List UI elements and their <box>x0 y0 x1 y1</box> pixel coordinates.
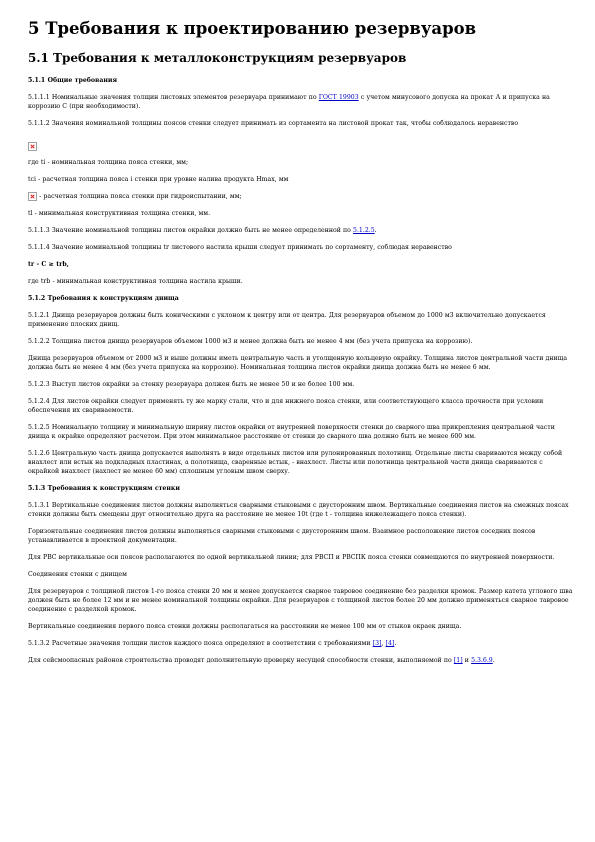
paragraph-text: и <box>462 657 472 664</box>
reference-link-3[interactable]: [3] <box>372 640 382 647</box>
section-link-5-3-6-9[interactable]: 5.3.6.9 <box>471 657 493 664</box>
broken-image-icon <box>28 192 37 201</box>
paragraph-5-1-2-6: 5.1.2.6 Центральную часть днища допускается выполнять в виде отдельных листов или рулонированных полотнищ. Отдельные листы свариваются между собой внахлест или встык на подкладных пластинах, а полотнища, сваренные встык, - внахлест. Листы или полотнища центральной части днища свариваются с окрайкой внахлест (нахлест не менее 60 мм) сплошным угловым швом сверху. <box>28 450 563 475</box>
paragraph-5-1-2-5: 5.1.2.5 Номинальную толщину и минимальную ширину листов окрайки от внутренней поверхности стенки до сварного шва прикрепления центральной части днища к окрайке определяют расчетом. При этом минимальное расстояние от стенки до сварного шва должно быть не менее 600 мм. <box>28 424 555 440</box>
paragraph-5-1-1-4: 5.1.1.4 Значение номинальной толщины tr листового настила крыши следует принимать по сортаменту, соблюдая неравенство <box>28 244 452 251</box>
paragraph-trb: где trb - минимальная конструктивная толщина настила крыши. <box>28 278 243 285</box>
paragraph-text: - расчетная толщина пояса стенки при гидроиспытании, мм; <box>39 193 242 200</box>
broken-image-icon <box>28 142 37 151</box>
paragraph-tgi <box>28 192 573 201</box>
section-subtitle: 5.1 Требования к металлоконструкциям резервуаров <box>28 51 407 65</box>
paragraph-5-1-1-1 <box>28 93 573 111</box>
paragraph-5-1-1-3 <box>28 226 573 235</box>
paragraph-text: 5.1.1.1 Номинальные значения толщин листовых элементов резервуара принимают по <box>28 94 319 101</box>
paragraph-text: , <box>381 640 386 647</box>
paragraph-seismic <box>28 656 573 665</box>
paragraph-connections-heading: Соединения стенки с днищем <box>28 571 127 578</box>
paragraph-5-1-2-3: 5.1.2.3 Выступ листов окрайки за стенку резервуара должен быть не менее 50 и не более 100 мм. <box>28 381 355 388</box>
formula-image <box>28 136 575 146</box>
section-link-5-1-2-5[interactable]: 5.1.2.5 <box>353 227 375 234</box>
paragraph-text: . <box>394 640 397 647</box>
paragraph-text: 5.1.1.3 Значение номинальной толщины листов окрайки должно быть не менее определенной по <box>28 227 354 234</box>
reference-link-1[interactable]: [1] <box>453 657 463 664</box>
paragraph-tl: tl - минимальная конструктивная толщина стенки, мм. <box>28 210 211 217</box>
paragraph-ti: где ti - номинальная толщина пояса стенки, мм; <box>28 159 189 166</box>
heading-5-1-3: 5.1.3 Требования к конструкциям стенки <box>28 485 180 492</box>
paragraph-5-1-3-1b: Горизонтальные соединения листов должны выполняться сварными стыковыми с двусторонним швом. Взаимное расположение листов соседних поясов устанавливается в проектной документации. <box>28 528 536 544</box>
paragraph-5-1-2-2: 5.1.2.2 Толщина листов днища резервуаров объемом 1000 м3 и менее должна быть не менее 4 мм (без учета припуска на коррозию). <box>28 338 473 345</box>
paragraph-tci: tci - расчетная толщина пояса i стенки при уровне налива продукта Hmax, мм <box>28 176 289 183</box>
paragraph-connections-2: Вертикальные соединения первого пояса стенки должны располагаться на расстоянии не менее 100 мм от стыков окраек днища. <box>28 623 462 630</box>
reference-link-4[interactable]: [4] <box>385 640 395 647</box>
paragraph-5-1-2-2b: Днища резервуаров объемом от 2000 м3 и выше должны иметь центральную часть и утолщенную кольцевую окрайку. Толщина листов центральной части днища должна быть не менее 4 мм (без учета припуска на коррозию). Номинальная толщина листов окрайки днища должна быть не менее 6 мм. <box>28 355 568 371</box>
paragraph-5-1-2-4: 5.1.2.4 Для листов окрайки следует применять ту же марку стали, что и для нижнего пояса стенки, или соответствующего класса прочности при условии обеспечения их свариваемости. <box>28 398 544 414</box>
paragraph-5-1-3-1c: Для РВС вертикальные оси поясов располагаются по одной вертикальной линии; для РВСП и РВСПК пояса стенки совмещаются по внутренней поверхности. <box>28 554 555 561</box>
paragraph-5-1-3-1: 5.1.3.1 Вертикальные соединения листов должны выполняться сварными стыковыми с двусторонним швом. Вертикальные соединения листов на смежных поясах стенки должны быть смещены друг относительно друга на расстояние не менее 10t (где t - толщина нижележащего пояса стенки). <box>28 502 569 518</box>
paragraph-text: Для сейсмоопасных районов строительства проводят дополнительную проверку несущей способности стенки, выполняемой по <box>28 657 454 664</box>
paragraph-5-1-3-2 <box>28 639 573 648</box>
gost-link[interactable]: ГОСТ 19903 <box>318 94 359 101</box>
paragraph-text: . <box>492 657 495 664</box>
paragraph-text: . <box>374 227 377 234</box>
heading-5-1-2: 5.1.2 Требования к конструкциям днища <box>28 295 179 302</box>
formula-tr: tr - C ≥ trb, <box>28 261 69 268</box>
paragraph-5-1-1-2: 5.1.1.2 Значения номинальной толщины поясов стенки следует принимать из сортамента на листовой прокат так, чтобы соблюдалось неравенство <box>28 120 519 127</box>
paragraph-5-1-2-1: 5.1.2.1 Днища резервуаров должны быть коническими с уклоном к центру или от центра. Для резервуаров объемом до 1000 м3 включительно допускается применение плоских днищ. <box>28 312 546 328</box>
paragraph-connections-1: Для резервуаров с толщиной листов 1-го пояса стенки 20 мм и менее допускается сварное тавровое соединение без разделки кромок. Размер катета углового шва должен быть не более 12 мм и не менее номинальной толщины окрайки. Для резервуаров с толщиной листов более 20 мм должно применяться сварное тавровое соединение с разделкой кромок. <box>28 588 573 613</box>
paragraph-text: 5.1.3.2 Расчетные значения толщин листов каждого пояса определяют в соответствии с требованиями <box>28 640 373 647</box>
page-title: 5 Требования к проектированию резервуаров <box>28 19 477 38</box>
paragraph-text: с учетом минусового допуска на прокат А и припуска на коррозию С (при необходимости). <box>28 94 550 110</box>
heading-5-1-1: 5.1.1 Общие требования <box>28 77 118 84</box>
